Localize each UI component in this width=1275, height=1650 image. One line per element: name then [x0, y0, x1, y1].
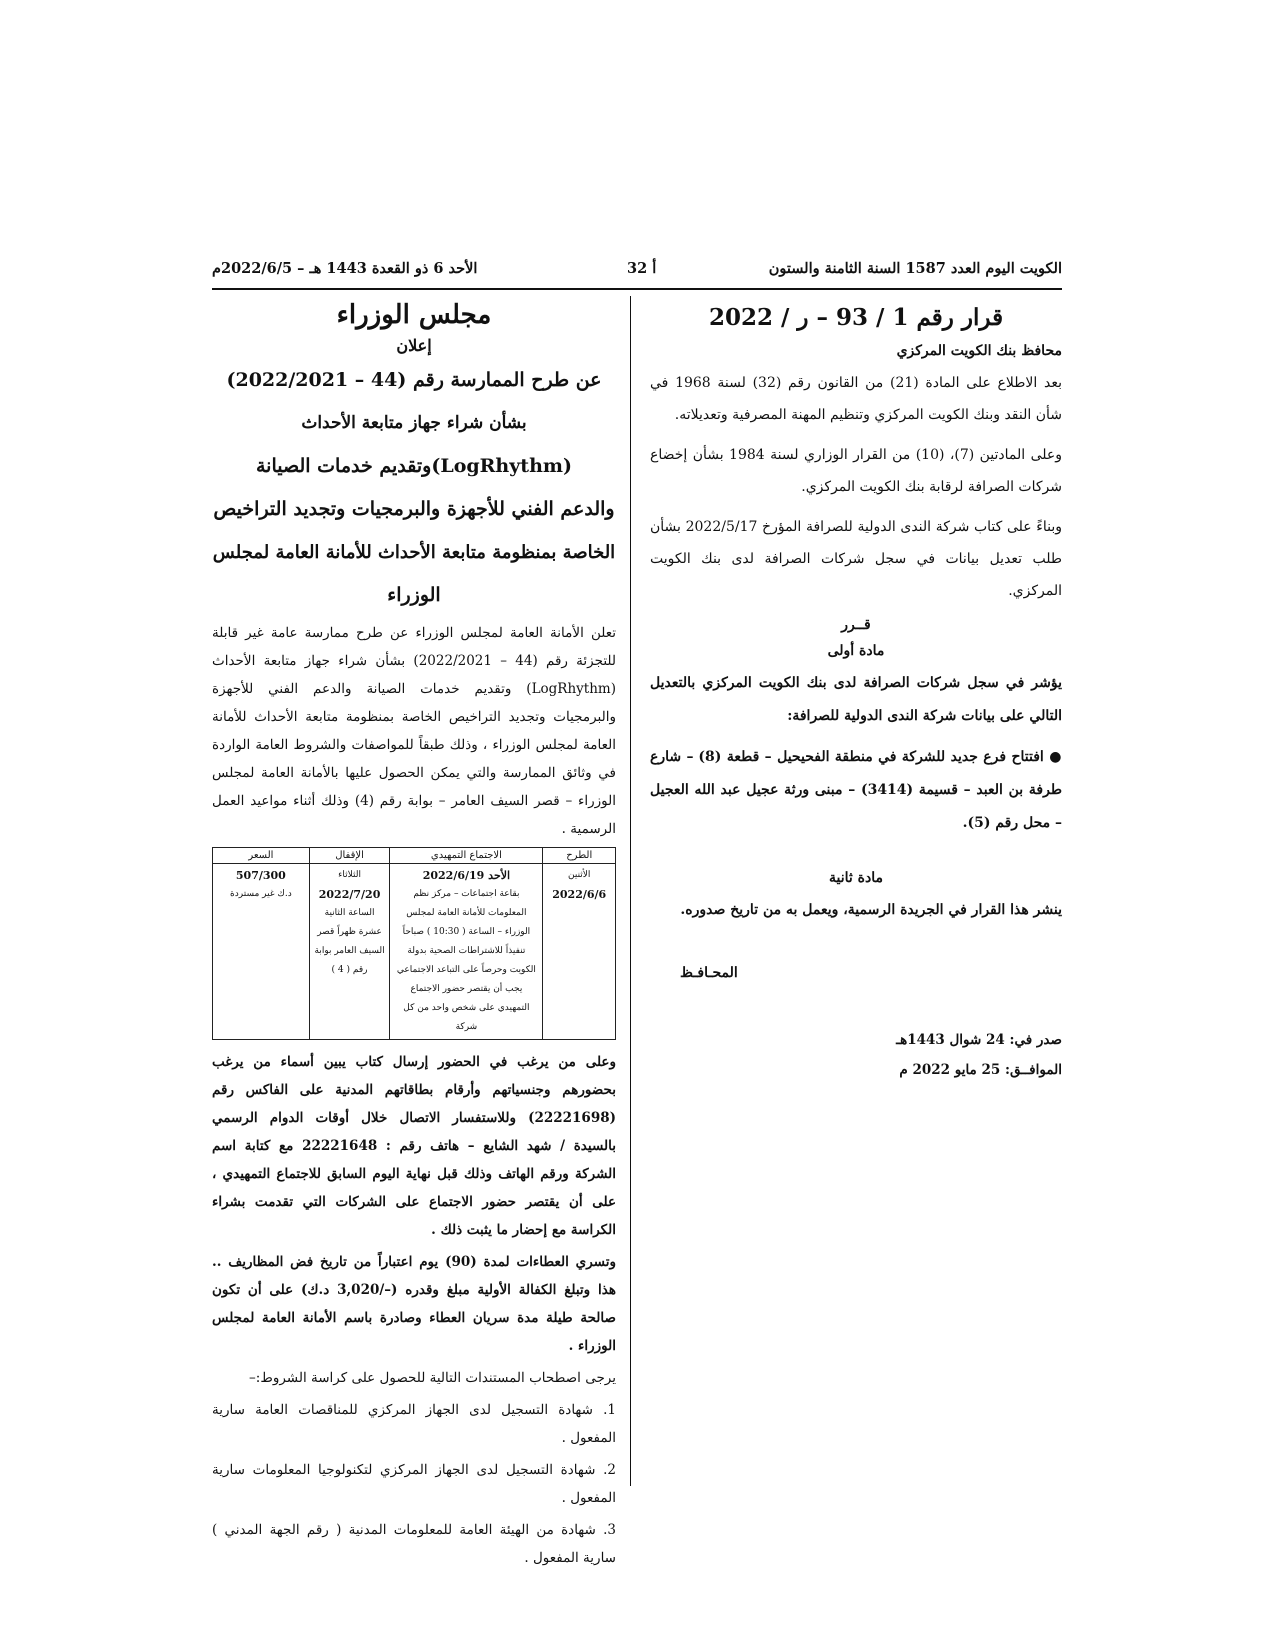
announcement-heading-3: (LogRhythm)وتقديم خدمات الصيانة [256, 455, 572, 477]
decision-paragraph-1: بعد الاطلاع على المادة (21) من القانون رقم (32) لسنة 1968 في شأن النقد وبنك الكويت المركزي وتنظيم المهنة المصرفية وتعديلاته. [650, 375, 1062, 423]
decision-paragraph-2: وعلى المادتين (7)، (10) من القرار الوزاري لسنة 1984 بشأن إخضاع شركات الصرافة لرقابة بنك الكويت المركزي. [650, 447, 1062, 495]
document-item-3: 3. شهادة من الهيئة العامة للمعلومات المدنية ( رقم الجهة المدني ) سارية المفعول . [212, 1522, 616, 1566]
announcement-body-title: مجلس الوزراء [336, 300, 492, 330]
table-row [213, 864, 616, 1040]
decision-title: قرار رقم 1 / 93 – ر / 2022 [708, 304, 1004, 331]
documents-intro: يرجى اصطحاب المستندات التالية للحصول على كراسة الشروط:– [249, 1370, 616, 1386]
article-1-title: مادة أولى [827, 643, 885, 659]
announcement-label: إعلان [396, 336, 432, 355]
table-header-price: السعر [213, 848, 310, 864]
announcement-heading-4: والدعم الفني للأجهزة والبرمجيات وتجديد التراخيص [213, 498, 615, 520]
governor-signature: المحـافـظ [680, 965, 738, 981]
document-item-1: 1. شهادة التسجيل لدى الجهاز المركزي للمناقصات العامة سارية المفعول . [212, 1402, 616, 1446]
document-item-2: 2. شهادة التسجيل لدى الجهاز المركزي لتكنولوجيا المعلومات سارية المفعول . [212, 1462, 616, 1506]
decision-issuer: محافظ بنك الكويت المركزي [896, 343, 1062, 359]
decision-paragraph-3: وبناءً على كتاب شركة الندى الدولية للصرافة المؤرخ 2022/5/17 بشأن طلب تعديل بيانات في سجل شركات الصرافة لدى بنك الكويت المركزي. [650, 519, 1063, 599]
decided-label: قــرر [841, 617, 871, 633]
table-cell-closing: الثلاثاء 2022/7/20 الساعة الثانية عشرة ظهراً قصر السيف العامر بوابة رقم ( 4 ) [309, 864, 390, 1040]
header-rule [212, 288, 1062, 290]
article-2-text: ينشر هذا القرار في الجريدة الرسمية، ويعمل به من تاريخ صدوره. [680, 902, 1062, 918]
article-1-text: يؤشر في سجل شركات الصرافة لدى بنك الكويت المركزي بالتعديل التالي على بيانات شركة الندى الدولية للصرافة: [650, 675, 1062, 724]
table-header-pre-meeting: الاجتماع التمهيدي [390, 848, 543, 864]
announcement-heading-2: بشأن شراء جهاز متابعة الأحداث [301, 413, 527, 433]
header-page-number: أ 32 [627, 260, 657, 277]
announcement-column [212, 300, 616, 1576]
article-2-title: مادة ثانية [829, 870, 883, 886]
validity-paragraph: وتسري العطاءات لمدة (90) يوم اعتباراً من تاريخ فض المظاريف .. هذا وتبلغ الكفالة الأولية مبلغ وقدره (–/3,020 د.ك) على أن تكون صالحة طيلة مدة سريان العطاء وصادرة باسم الأمانة العامة لمجلس الوزراء . [212, 1254, 616, 1354]
header-publication: الكويت اليوم العدد 1587 السنة الثامنة والستون [768, 260, 1062, 277]
article-1-bullet: ● افتتاح فرع جديد للشركة في منطقة الفحيحيل – قطعة (8) – شارع طرفة بن العبد – قسيمة (3414) – مبنى ورثة عجيل عبد الله العجيل – محل رقم (5). [650, 749, 1062, 831]
table-cell-price: 507/300 د.ك غير مستردة [213, 864, 310, 1040]
attendance-paragraph: وعلى من يرغب في الحضور إرسال كتاب يبين أسماء من يرغب بحضورهم وجنسياتهم وأرقام بطاقاتهم المدنية على الفاكس رقم (22221698) وللاستفسار الاتصال خلال أوقات الدوام الرسمي بالسيدة / شهد الشايع – هاتف رقم : 22221648 مع كتابة اسم الشركة ورقم الهاتف وذلك قبل نهاية اليوم السابق للاجتماع التمهيدي ، على أن يقتصر حضور الاجتماع على الشركات التي تقدمت بشراء الكراسة مع إحضار ما يثبت ذلك . [212, 1054, 616, 1238]
announcement-heading-6: الوزراء [387, 584, 441, 606]
table-header-closing: الإقفال [309, 848, 390, 864]
announcement-heading-1: عن طرح الممارسة رقم (44 – 2022/2021) [226, 369, 602, 391]
announcement-intro: تعلن الأمانة العامة لمجلس الوزراء عن طرح ممارسة عامة غير قابلة للتجزئة رقم (44 – 2022/2021) بشأن شراء جهاز متابعة الأحداث (LogRhythm) وتقديم خدمات الصيانة والدعم الفني للأجهزة والبرمجيات وتجديد التراخيص الخاصة بمنظومة متابعة الأحداث للأمانة العامة لمجلس الوزراء ، وذلك طبقاً للمواصفات والشروط العامة الواردة في وثائق الممارسة والتي يمكن الحصول عليها بالأمانة العامة لمجلس الوزراء – قصر السيف العامر – بوابة رقم (4) وذلك أثناء مواعيد العمل الرسمية . [212, 625, 616, 837]
decision-column [650, 300, 1062, 1085]
table-header-offering: الطرح [543, 848, 616, 864]
header-date: الأحد 6 ذو القعدة 1443 هـ – 2022/6/5م [212, 260, 478, 277]
page-header [212, 258, 1062, 284]
issued-date: صدر في: 24 شوال 1443هـ [896, 1032, 1062, 1048]
column-divider [630, 296, 631, 1486]
corresponding-date: الموافــق: 25 مايو 2022 م [899, 1062, 1062, 1078]
table-cell-offering: الأثنين 2022/6/6 [543, 864, 616, 1040]
announcement-heading-5: الخاصة بمنظومة متابعة الأحداث للأمانة العامة لمجلس [212, 542, 616, 563]
tender-table [212, 847, 616, 1040]
table-cell-pre-meeting: الأحد 2022/6/19 بقاعة اجتماعات – مركز نظم المعلومات للأمانة العامة لمجلس الوزراء – الساعة ( 10:30 ) صباحاً تنفيذاً للاشتراطات الصحية بدولة الكويت وحرصاً على التباعد الاجتماعي يجب أن يقتصر حضور الاجتماع التمهيدي على شخص واحد من كل شركة [390, 864, 543, 1040]
